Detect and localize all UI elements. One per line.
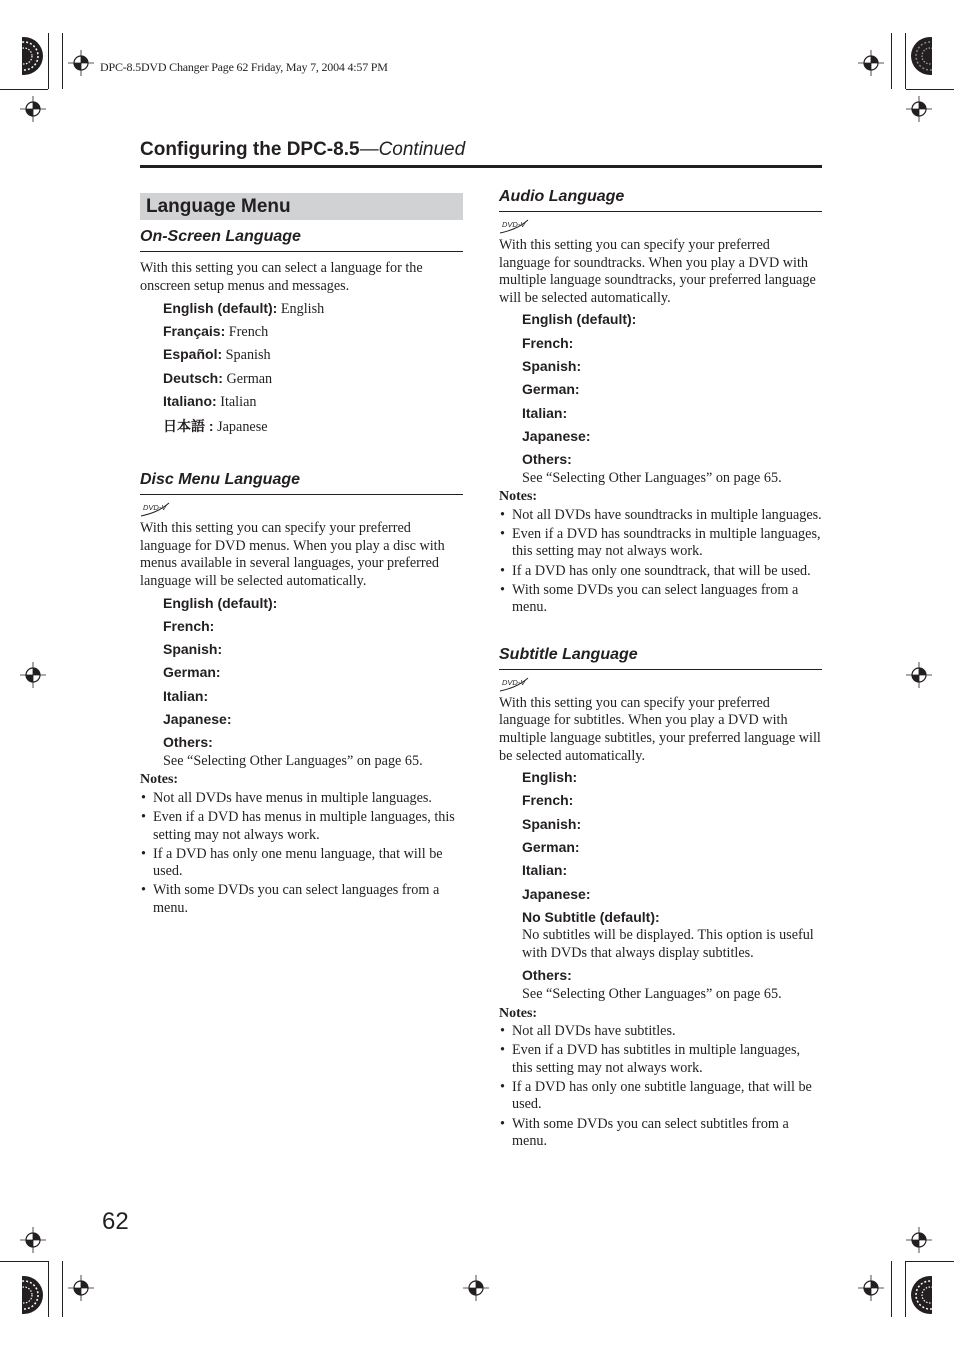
option-value: Japanese xyxy=(217,418,268,435)
option-description: See “Selecting Other Languages” on page 65. xyxy=(522,985,782,1002)
star-target-icon xyxy=(22,36,44,76)
option-label: English (default): xyxy=(163,299,278,316)
note-item: • If a DVD has only one soundtrack, that will be used. xyxy=(499,563,822,581)
paragraph: With this setting you can specify your preferred language for DVD menus. When you play a disc with menus available in several languages, your preferred language will be selected automatically. xyxy=(140,520,445,589)
registration-mark-icon xyxy=(20,1227,46,1253)
registration-mark-icon xyxy=(906,1227,932,1253)
option-label: Français: xyxy=(163,323,226,340)
note-item: • If a DVD has only one subtitle language, that will be used. xyxy=(499,1079,822,1114)
option-item: Others: xyxy=(522,967,572,984)
note-item: • Not all DVDs have subtitles. xyxy=(499,1023,822,1041)
option-label: Deutsch: xyxy=(163,369,223,386)
note-item: • Even if a DVD has menus in multiple languages, this setting may not always work. xyxy=(140,809,463,844)
note-item: • Even if a DVD has subtitles in multiple languages, this setting may not always work. xyxy=(499,1042,822,1077)
notes-list xyxy=(499,1023,822,1151)
option-description: See “Selecting Other Languages” on page 65. xyxy=(163,752,423,769)
audio-options xyxy=(499,311,822,487)
option-item xyxy=(163,370,463,389)
option-item: Spanish: xyxy=(522,357,582,374)
dvd-video-logo-icon xyxy=(499,676,529,692)
note-item: • Even if a DVD has soundtracks in multiple languages, this setting may not always work. xyxy=(499,526,822,561)
option-value: English xyxy=(280,300,325,317)
option-item: Others: xyxy=(163,734,213,751)
option-item: Japanese: xyxy=(522,885,591,902)
star-target-icon xyxy=(22,1275,44,1315)
left-column xyxy=(140,193,463,918)
option-item xyxy=(163,300,463,319)
star-target-icon xyxy=(910,1275,932,1315)
option-item: French: xyxy=(163,617,215,634)
option-item: No Subtitle (default): xyxy=(522,908,660,925)
option-item: German: xyxy=(522,381,580,398)
subsection-title: Disc Menu Language xyxy=(140,471,463,495)
option-value: Spanish xyxy=(225,347,271,364)
note-item: • Not all DVDs have menus in multiple languages. xyxy=(140,790,463,808)
crop-mark xyxy=(891,33,892,89)
option-item: English (default): xyxy=(522,311,637,328)
page-header-continued: —Continued xyxy=(359,139,466,160)
registration-mark-icon xyxy=(68,1275,94,1301)
option-label: 日本語 : xyxy=(163,417,214,434)
registration-mark-icon xyxy=(20,96,46,122)
dvd-video-logo-icon xyxy=(499,218,529,234)
crop-mark xyxy=(48,33,49,89)
crop-mark xyxy=(0,1261,48,1262)
subsection-title: On-Screen Language xyxy=(140,228,463,252)
page-header-title: Configuring the DPC-8.5 xyxy=(140,139,360,160)
crop-mark xyxy=(48,1261,49,1317)
print-slug: DPC-8.5DVD Changer Page 62 Friday, May 7, 2004 4:57 PM xyxy=(100,60,388,74)
option-item: French: xyxy=(522,334,574,351)
crop-mark xyxy=(906,89,954,90)
subsection-title: Audio Language xyxy=(499,188,822,212)
option-item: German: xyxy=(522,839,580,856)
crop-mark xyxy=(62,1261,63,1317)
subsection-title: Subtitle Language xyxy=(499,646,822,670)
dvd-logo-text: DVD-V xyxy=(143,503,167,513)
dvd-video-logo-icon xyxy=(140,501,170,517)
option-label: Italiano: xyxy=(163,393,217,409)
option-description: No subtitles will be displayed. This option is useful with DVDs that always display subtitles. xyxy=(522,927,814,962)
note-item: • With some DVDs you can select languages from a menu. xyxy=(140,882,463,917)
option-item: Japanese: xyxy=(522,427,591,444)
option-item: Japanese: xyxy=(163,710,232,727)
option-value: French xyxy=(228,324,269,341)
page-header xyxy=(140,139,465,161)
crop-mark xyxy=(905,1261,906,1317)
paragraph: With this setting you can specify your preferred language for soundtracks. When you play a DVD with multiple language soundtracks, your preferred language will be selected automatically. xyxy=(499,237,816,306)
option-item: Italian: xyxy=(163,687,209,704)
paragraph: With this setting you can specify your preferred language for subtitles. When you play a DVD with multiple language subtitles, your preferred language will be selected automatically. xyxy=(499,694,821,764)
option-value: Italian xyxy=(220,394,257,410)
registration-mark-icon xyxy=(906,662,932,688)
option-item: Others: xyxy=(522,451,572,468)
option-item xyxy=(163,418,463,437)
option-item: Italian: xyxy=(522,862,568,879)
registration-mark-icon xyxy=(906,96,932,122)
crop-mark xyxy=(905,33,906,89)
note-item: • With some DVDs you can select subtitles from a menu. xyxy=(499,1116,822,1151)
option-item xyxy=(163,393,463,412)
option-item xyxy=(163,346,463,365)
notes-list xyxy=(499,507,822,617)
option-label: Español: xyxy=(163,346,223,363)
right-column xyxy=(499,188,822,1151)
star-target-icon xyxy=(910,36,932,76)
header-rule xyxy=(140,165,822,168)
registration-mark-icon xyxy=(858,1275,884,1301)
option-item: Spanish: xyxy=(522,815,582,832)
notes-list xyxy=(140,790,463,918)
option-item: English: xyxy=(522,769,578,786)
notes-heading: Notes: xyxy=(499,1005,538,1021)
dvd-logo-text: DVD-V xyxy=(502,220,526,229)
option-item: German: xyxy=(163,664,221,681)
note-item: • Not all DVDs have soundtracks in multiple languages. xyxy=(499,507,822,525)
option-value: German xyxy=(226,370,273,387)
crop-mark xyxy=(0,89,48,90)
registration-mark-icon xyxy=(20,662,46,688)
crop-mark xyxy=(906,1261,954,1262)
option-item: Spanish: xyxy=(163,641,223,658)
notes-heading: Notes: xyxy=(499,489,538,505)
note-item: • With some DVDs you can select languages from a menu. xyxy=(499,582,822,617)
registration-mark-icon xyxy=(463,1275,489,1301)
note-item: • If a DVD has only one menu language, that will be used. xyxy=(140,846,463,881)
crop-mark xyxy=(62,33,63,89)
option-item: French: xyxy=(522,792,574,809)
disc-options xyxy=(140,595,463,771)
option-description: See “Selecting Other Languages” on page 65. xyxy=(522,469,782,486)
section-title: Language Menu xyxy=(140,193,463,220)
option-item xyxy=(163,323,463,342)
paragraph: With this setting you can select a language for the onscreen setup menus and messages. xyxy=(140,260,423,294)
option-item: English (default): xyxy=(163,594,278,611)
onscreen-options xyxy=(140,300,463,436)
dvd-logo-text: DVD-V xyxy=(502,677,526,687)
notes-heading: Notes: xyxy=(140,772,179,788)
page-number: 62 xyxy=(102,1208,129,1235)
crop-mark xyxy=(891,1261,892,1317)
registration-mark-icon xyxy=(858,50,884,76)
option-item: Italian: xyxy=(522,404,568,421)
registration-mark-icon xyxy=(68,50,94,76)
subtitle-options xyxy=(499,769,822,1003)
